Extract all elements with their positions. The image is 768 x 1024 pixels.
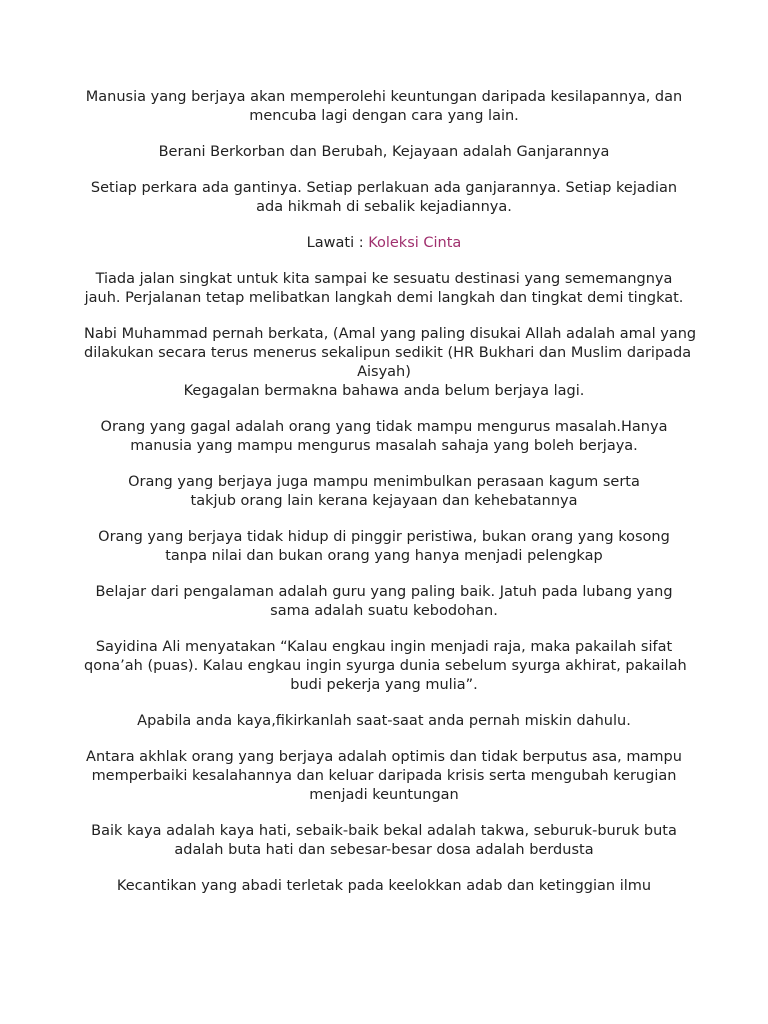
text-line: budi pekerja yang mulia”. — [290, 677, 478, 693]
text-line: Manusia yang berjaya akan memperolehi keuntungan daripada kesilapannya, dan — [85, 89, 683, 105]
text-line: qona’ah (puas). Kalau engkau ingin syurga dunia sebelum syurga akhirat, pakailah — [84, 658, 687, 674]
text-line: manusia yang mampu mengurus masalah sahaja yang boleh berjaya. — [130, 438, 638, 454]
paragraph-failed-person — [84, 418, 684, 456]
text-line: jauh. Perjalanan tetap melibatkan langkah demi langkah dan tingkat demi tingkat. — [84, 290, 684, 306]
text-line: Orang yang berjaya tidak hidup di pinggir peristiwa, bukan orang yang kosong — [98, 529, 670, 545]
text-line: Berani Berkorban dan Berubah, Kejayaan adalah Ganjarannya — [158, 144, 610, 160]
text-line: tanpa nilai dan bukan orang yang hanya menjadi pelengkap — [165, 548, 603, 564]
text-line: Baik kaya adalah kaya hati, sebaik-baik bekal adalah takwa, seburuk-buruk buta — [91, 823, 677, 839]
text-line: Nabi Muhammad pernah berkata, (Amal yang paling disukai Allah adalah amal yang — [84, 326, 697, 342]
koleksi-cinta-link[interactable]: Koleksi Cinta — [368, 235, 462, 251]
text-line: dilakukan secara terus menerus sekalipun sedikit (HR Bukhari dan Muslim daripada — [84, 345, 692, 361]
text-line: Antara akhlak orang yang berjaya adalah optimis dan tidak berputus asa, mampu — [86, 749, 682, 765]
paragraph-not-on-sidelines — [84, 528, 684, 566]
paragraph-sayidina-ali — [84, 638, 687, 695]
document-body — [84, 88, 697, 913]
text-line: Belajar dari pengalaman adalah guru yang paling baik. Jatuh pada lubang yang — [95, 584, 673, 600]
text-line: menjadi keuntungan — [309, 787, 459, 803]
text-line: memperbaiki kesalahannya dan keluar daripada krisis serta mengubah kerugian — [91, 768, 677, 784]
paragraph-optimism — [84, 748, 684, 805]
paragraph-visit — [84, 234, 684, 253]
text-line: sama adalah suatu kebodohan. — [270, 603, 498, 619]
text-line: Kegagalan bermakna bahawa anda belum berjaya lagi. — [183, 383, 585, 399]
text-line: Orang yang gagal adalah orang yang tidak mampu mengurus masalah.Hanya — [100, 419, 668, 435]
text-line: mencuba lagi dengan cara yang lain. — [249, 108, 519, 124]
paragraph-no-shortcut — [84, 270, 684, 308]
text-line: Orang yang berjaya juga mampu menimbulkan perasaan kagum serta — [128, 474, 640, 490]
paragraph-learn-from-experience — [84, 583, 684, 621]
text-line: takjub orang lain kerana kejayaan dan kehebatannya — [190, 493, 578, 509]
paragraph-admiration — [84, 473, 684, 511]
text-line: ada hikmah di sebalik kejadiannya. — [256, 199, 512, 215]
text-line: Kecantikan yang abadi terletak pada keelokkan adab dan ketinggian ilmu — [116, 878, 652, 894]
visit-line — [84, 234, 684, 253]
paragraph-eternal-beauty — [84, 877, 684, 896]
text-line: Tiada jalan singkat untuk kita sampai ke sesuatu destinasi yang sememangnya — [95, 271, 673, 287]
paragraph-rich-heart — [84, 822, 684, 860]
paragraph-when-rich — [84, 712, 684, 731]
text-line: Sayidina Ali menyatakan “Kalau engkau ingin menjadi raja, maka pakailah sifat — [95, 639, 673, 655]
paragraph-everything-has-replacement — [84, 179, 684, 217]
paragraph-success-from-mistakes — [84, 88, 684, 126]
text-line: adalah buta hati dan sebesar-besar dosa adalah berdusta — [174, 842, 594, 858]
text-line: Setiap perkara ada gantinya. Setiap perlakuan ada ganjarannya. Setiap kejadian — [90, 180, 678, 196]
visit-label: Lawati : — [306, 235, 369, 251]
text-line: Apabila anda kaya,fikirkanlah saat-saat anda pernah miskin dahulu. — [137, 713, 631, 729]
paragraph-sacrifice-and-change — [84, 143, 684, 162]
text-line: Aisyah) — [357, 364, 411, 380]
paragraph-prophet-saying — [84, 325, 697, 401]
